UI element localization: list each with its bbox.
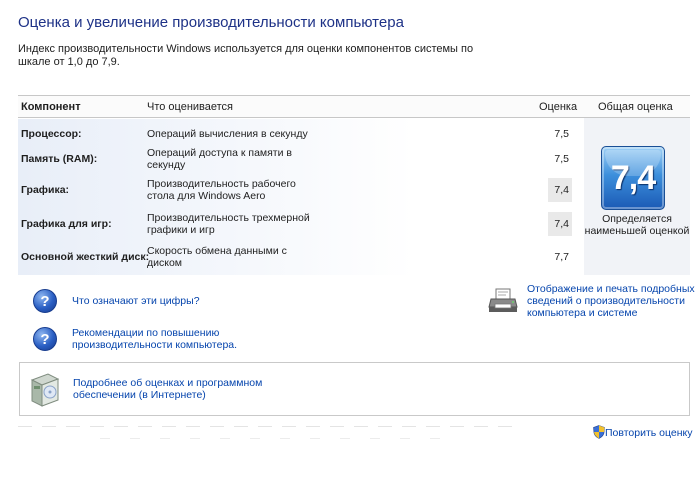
score-table <box>18 95 690 275</box>
help-question-icon: ? <box>33 289 57 313</box>
online-info-link[interactable]: Подробнее об оценках и программном обеспечении (в Интернете) <box>73 377 263 401</box>
print-details-link-block[interactable] <box>527 283 697 319</box>
help-question-icon: ? <box>33 327 57 351</box>
table-row <box>18 242 584 272</box>
component-name: Графика для игр: <box>21 218 112 230</box>
subscore: 7,5 <box>554 128 569 140</box>
page-title: Оценка и увеличение производительности компьютера <box>18 14 404 31</box>
rerun-assessment-link[interactable]: Повторить оценку <box>605 427 693 439</box>
component-description: Скорость обмена данными с диском <box>147 245 287 269</box>
component-name: Память (RAM): <box>21 153 98 165</box>
subscore: 7,5 <box>554 153 569 165</box>
software-box-icon <box>28 372 62 408</box>
header-score: Оценка <box>539 101 578 113</box>
uac-shield-icon <box>593 425 605 439</box>
component-name: Основной жесткий диск: <box>21 251 150 263</box>
table-row <box>18 175 584 205</box>
tips-link-block[interactable] <box>72 327 272 351</box>
base-score-caption: Определяется наименьшей оценкой <box>584 213 690 237</box>
tips-link[interactable]: Рекомендации по повышению производительности компьютера. <box>72 327 238 351</box>
component-name: Графика: <box>21 184 70 196</box>
online-info-link-block[interactable] <box>73 377 293 401</box>
table-header <box>18 95 690 118</box>
header-base-score: Общая оценка <box>598 101 673 113</box>
header-rated: Что оценивается <box>147 101 234 113</box>
component-description: Операций вычисления в секунду <box>147 128 308 140</box>
base-score-badge: 7,4 <box>601 146 665 210</box>
component-description: Производительность трехмерной графики и игр <box>147 212 310 236</box>
divider <box>18 426 518 427</box>
table-row <box>18 144 584 174</box>
printer-icon <box>488 287 518 315</box>
component-name: Процессор: <box>21 128 82 140</box>
print-details-link[interactable]: Отображение и печать подробных сведений о производительности компьютера и системе <box>527 283 695 319</box>
online-info-box <box>19 362 690 416</box>
intro-text: Индекс производительности Windows используется для оценки компонентов системы по шкале от 1,0 до 7,9. <box>18 43 474 68</box>
what-numbers-link[interactable]: Что означают эти цифры? <box>72 295 200 307</box>
subscore: 7,4 <box>548 178 572 202</box>
header-component: Компонент <box>21 101 81 113</box>
subscore: 7,4 <box>548 212 572 236</box>
subscore: 7,7 <box>554 251 569 263</box>
component-description: Производительность рабочего стола для Windows Aero <box>147 178 296 202</box>
divider <box>100 438 440 439</box>
what-numbers-link-block[interactable] <box>72 295 200 307</box>
table-row <box>18 209 584 239</box>
component-description: Операций доступа к памяти в секунду <box>147 147 292 171</box>
